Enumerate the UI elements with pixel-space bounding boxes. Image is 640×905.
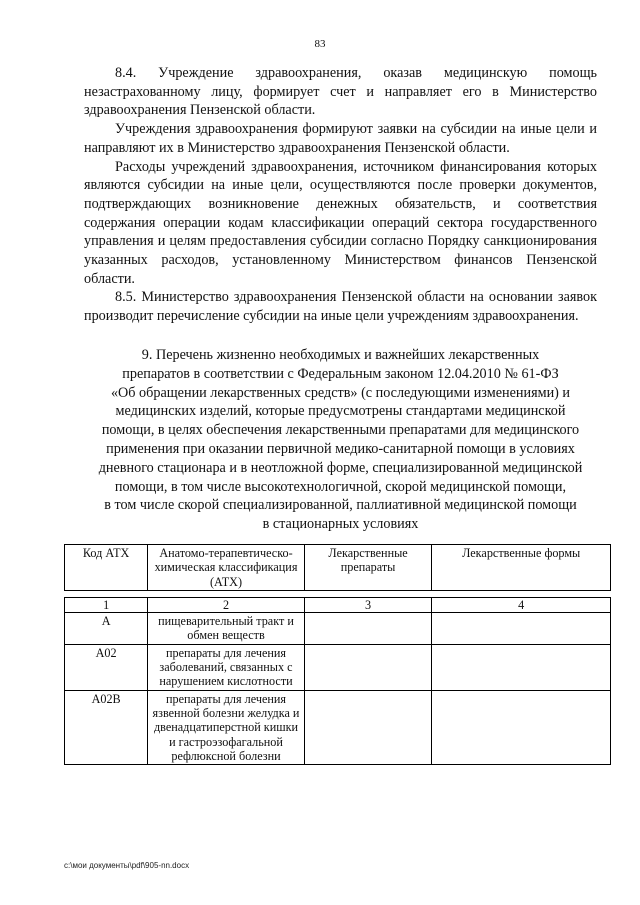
table-row (65, 690, 611, 764)
atc-code-cell: А (65, 613, 148, 645)
classification-cell: препараты для лечения язвенной болезни желудка и двенадцатиперстной кишки и гастроэзофагальной рефлюксной болезни (148, 690, 305, 764)
atc-code-cell: А02 (65, 644, 148, 690)
drugs-cell (304, 690, 432, 764)
body-text (84, 64, 597, 326)
classification-cell: препараты для лечения заболеваний, связанных с нарушением кислотности (148, 644, 305, 690)
column-number: 4 (432, 597, 611, 612)
header-atc-classification: Анатомо-терапевтическо-химическая классификация (АТХ) (148, 545, 305, 591)
page-number: 83 (314, 38, 326, 50)
drugs-cell (304, 644, 432, 690)
file-path-footer: c:\мои документы\pdf\905-nn.docx (64, 861, 190, 870)
header-drugs: Лекарственные препараты (304, 545, 432, 591)
forms-cell (432, 613, 611, 645)
classification-cell: пищеварительный тракт и обмен веществ (148, 613, 305, 645)
heading-line: препаратов в соответствии с Федеральным законом 12.04.2010 № 61-ФЗ (122, 365, 559, 382)
column-number: 1 (65, 597, 148, 612)
heading-line: дневного стационара и в неотложной форме, специализированной медицинской (98, 459, 583, 476)
heading-line: «Об обращении лекарственных средств» (с последующими изменениями) и (110, 384, 571, 401)
heading-line: 9. Перечень жизненно необходимых и важнейших лекарственных (141, 347, 540, 363)
paragraph: 8.5. Министерство здравоохранения Пензенской области на основании заявок производит перечисление субсидии на иные цели учреждениям здравоохранения. (84, 289, 597, 325)
table-row (65, 613, 611, 645)
column-number: 2 (148, 597, 305, 612)
heading-line: в стационарных условиях (262, 516, 419, 533)
forms-cell (432, 644, 611, 690)
medications-table (64, 544, 611, 765)
heading-line: в том числе скорой специализированной, паллиативной медицинской помощи (104, 497, 577, 514)
header-dosage-forms: Лекарственные формы (432, 545, 611, 591)
table-row (65, 644, 611, 690)
section-heading (84, 346, 597, 534)
atc-code-cell: А02В (65, 690, 148, 764)
column-number-row (65, 597, 611, 612)
heading-line: помощи, в целях обеспечения лекарственными препаратами для медицинского (101, 422, 580, 439)
table-gap-row (65, 590, 611, 597)
drugs-cell (304, 613, 432, 645)
paragraph: 8.4. Учреждение здравоохранения, оказав медицинскую помощь незастрахованному лицу, формирует счет и направляет его в Министерство здравоохранения Пензенской области. (84, 65, 597, 119)
heading-line: применения при оказании первичной медико-санитарной помощи в условиях (106, 440, 575, 457)
heading-line: помощи, в том числе высокотехнологичной, скорой медицинской помощи, (114, 478, 567, 495)
forms-cell (432, 690, 611, 764)
table-header-row (65, 545, 611, 591)
header-atc-code: Код АТХ (65, 545, 148, 591)
heading-line: медицинских изделий, которые предусмотрены стандартами медицинской (115, 403, 566, 420)
paragraph: Учреждения здравоохранения формируют заявки на субсидии на иные цели и направляют их в Министерство здравоохранения Пензенской области. (84, 121, 597, 156)
column-number: 3 (304, 597, 432, 612)
paragraph: Расходы учреждений здравоохранения, источником финансирования которых являются субсидии на иные цели, осуществляются после проверки документов, подтверждающих возникновение денежных обязательств, и соответствия содержания операции кодам классификации операций сектора государственного управления и целям предоставления субсидии согласно Порядку санкционирования указанных расходов, установленному Министерством финансов Пензенской области. (84, 158, 597, 287)
